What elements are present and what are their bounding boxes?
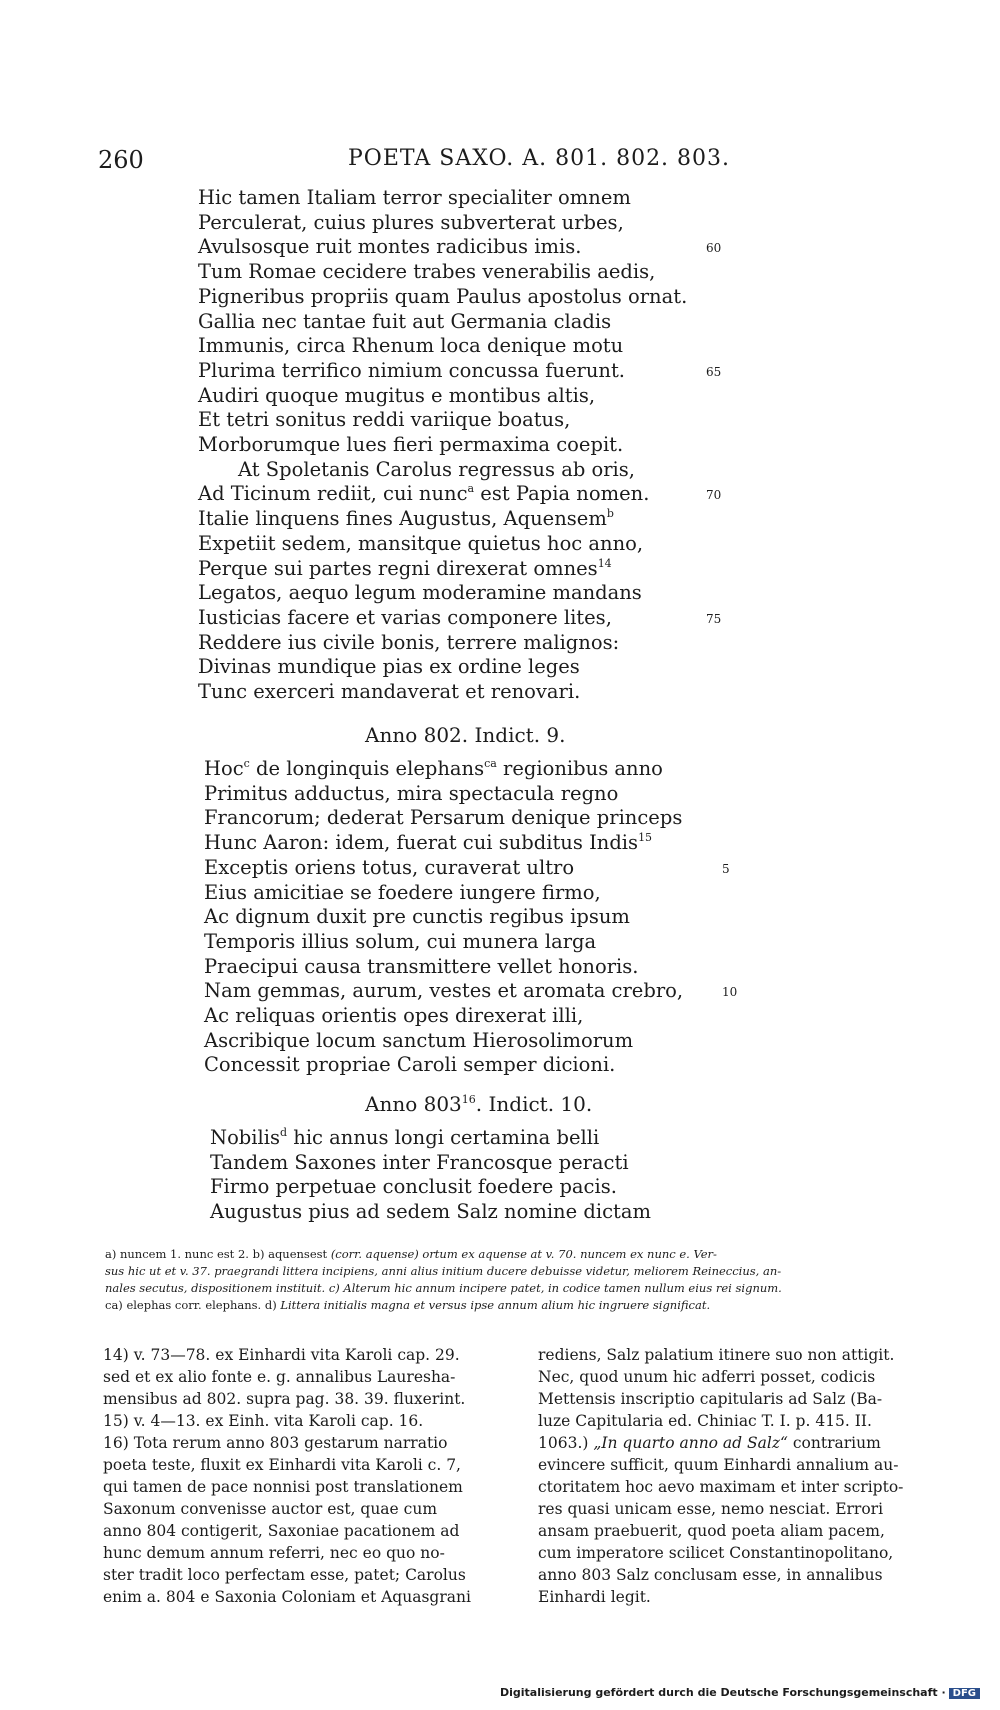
verse-text: Tandem Saxones inter Francosque peracti [210,1150,629,1174]
verse-text: Augustus pius ad sedem Salz nomine dictam [210,1200,651,1224]
verse-text: hic annus longi certamina belli [287,1126,600,1149]
footnote-line: 15) v. 4—13. ex Einh. vita Karoli cap. 16. [103,1412,424,1430]
verse-line [210,1151,629,1174]
verse-text: Concessit propriae Caroli semper dicioni. [204,1053,616,1077]
footnote-line: 14) v. 73—78. ex Einhardi vita Karoli cap. 29. [103,1346,460,1364]
verse-text: est Papia nomen. [474,482,650,506]
apparatus-line [105,1246,935,1263]
verse-text: Perculerat, cuius plures subverterat urbes, [198,210,624,234]
verse-text: Ascribique locum sanctum Hierosolimorum [204,1028,634,1052]
verse-line [198,235,581,258]
verse-line [198,631,619,654]
line-number: 60 [706,241,722,256]
verse-text: Hunc Aaron: idem, fuerat cui subditus Indis [204,831,639,855]
verse-text: Gallia nec tantae fuit aut Germania cladis [198,309,612,333]
verse-line [198,408,570,431]
footnote-line [538,1410,938,1432]
verse-text: Tum Romae cecidere trabes venerabilis aedis, [198,260,656,284]
verse-text: Hoc [204,757,244,780]
footnote-line: ster tradit loco perfectam esse, patet; Carolus [103,1566,466,1584]
note-marker: a [467,482,475,496]
line-number: 70 [706,488,722,503]
verse-text: Nobilis [210,1126,281,1149]
verse-line [204,881,601,904]
verse-text: Francorum; dederat Persarum denique princeps [204,806,683,830]
note-marker: b [606,507,614,521]
verse-line [204,905,630,928]
note-marker: c [243,757,250,770]
verse-text: Iusticias facere et varias componere lites, [198,605,612,629]
verse-line [198,186,631,209]
verse-line [198,557,612,580]
verse-line [198,606,612,629]
line-number: 65 [706,364,722,379]
verse-text: Primitus adductus, mira spectacula regno [204,781,619,805]
verse-line [204,856,574,879]
verse-text: Ac dignum duxit pre cunctis regibus ipsum [204,905,630,929]
apparatus-text: sus hic ut et v. 37. praegrandi littera incipiens, anni alius initium ducere debuisse videtur, meliorem Reineccius, an- [105,1264,782,1278]
verse-line [198,384,595,407]
footnote-text: anno 803 Salz conclusam esse, in annalibus [538,1566,883,1584]
footnote-line [538,1498,938,1520]
verse-text: Firmo perpetuae conclusit foedere pacis. [210,1175,617,1199]
apparatus-text: Littera initialis magna et versus ipse annum alium hic ingruere significat. [280,1298,711,1312]
footnote-line [538,1586,938,1608]
footnote-line [538,1344,938,1366]
verse-text: Temporis illius solum, cui munera larga [204,929,597,953]
verse-line [210,1175,617,1198]
apparatus-text: nales secutus, dispositionem instituit. c) Alterum hic annum incipere patet, in codice tamen nullum eius rei signum. [105,1281,782,1295]
footnote-line: hunc demum annum referri, nec eo quo no- [103,1544,445,1562]
line-number: 75 [706,611,722,626]
footnote-line: anno 804 contigerit, Saxoniae pacationem ad [103,1522,460,1540]
apparatus-line [105,1297,935,1314]
verse-text: Tunc exerceri mandaverat et renovari. [198,680,581,703]
footnote-line: poeta teste, fluxit ex Einhardi vita Karoli c. 7, [103,1456,461,1474]
footnote-text: Mettensis inscriptio capitularis ad Salz (Ba- [538,1390,883,1408]
note-marker: ca [484,757,497,770]
footnote-quote: „In quarto anno ad Salz“ [593,1434,788,1452]
footnote-line: 16) Tota rerum anno 803 gestarum narratio [103,1434,448,1452]
verse-text: Exceptis oriens totus, curaverat ultro [204,855,575,879]
verse-text: Praecipui causa transmittere vellet honoris. [204,954,639,978]
verse-line [204,1053,615,1076]
verse-text: Hic tamen Italiam terror specialiter omnem [198,186,631,209]
verse-text: Legatos, aequo legum moderamine mandans [198,581,642,605]
apparatus-line [105,1280,935,1297]
verse-text: Divinas mundique pias ex ordine leges [198,655,580,679]
footnote-text: Nec, quod unum hic adferri posset, codicis [538,1368,876,1386]
verse-text: Italie linquens fines Augustus, Aquensem [198,507,607,531]
page-number: 260 [98,146,144,174]
page-header [0,140,1000,176]
footnote-line [538,1476,938,1498]
verse-line [198,581,642,604]
apparatus-line [105,1263,935,1280]
year-heading-802: Anno 802. Indict. 9. [365,723,566,747]
note-marker: d [280,1126,288,1139]
verse-line [198,310,611,333]
line-number: 10 [722,985,738,1000]
verse-line [198,211,624,234]
apparatus-text: (corr. aquense) ortum ex aquense at v. 70. nuncem ex nunc e. Ver- [330,1247,717,1261]
footnote-line [538,1432,938,1454]
verse-text: Nam gemmas, aurum, vestes et aromata crebro, [204,979,684,1003]
verse-line [204,831,652,854]
note-marker: 14 [597,556,612,570]
verse-line [204,1029,633,1052]
footnote-line: sed et ex alio fonte e. g. annalibus Lauresha- [103,1368,456,1386]
verse-line [204,1004,583,1027]
footnote-line [538,1520,938,1542]
footnote-text: ctoritatem hoc aevo maximam et inter scripto- [538,1478,904,1496]
verse-text: Audiri quoque mugitus e montibus altis, [198,383,596,407]
verse-text: Plurima terrifico nimium concussa fuerunt. [198,358,626,382]
verse-line [198,285,687,308]
verse-line [198,507,614,530]
verse-line [204,955,639,978]
running-head: POETA SAXO. A. 801. 802. 803. [348,146,731,171]
footnote-text: contrarium [787,1434,881,1452]
verse-line [198,482,649,505]
verse-text: Perque sui partes regni direxerat omnes [198,556,598,580]
footnote-text: cum imperatore scilicet Constantinopolitano, [538,1544,894,1562]
footnotes-right-column [538,1344,938,1608]
verse-line [210,1126,599,1149]
year-heading-803: Anno $803^{16}$. Indict. 10. [365,1092,593,1116]
footnote-text: rediens, Salz palatium itinere suo non attigit. [538,1346,895,1364]
footnote-text: ansam praebuerit, quod poeta aliam pacem, [538,1522,885,1540]
footnote-text: 1063.) [538,1434,594,1452]
footnote-line [538,1542,938,1564]
footnote-line [538,1366,938,1388]
note-marker: 15 [638,831,653,845]
line-number: 5 [722,861,730,876]
verse-text: Morborumque lues fieri permaxima coepit. [198,433,624,456]
footnotes-left-column [103,1344,513,1608]
footnote-line: enim a. 804 e Saxonia Coloniam et Aquasgrani [103,1588,471,1606]
verse-text: Et tetri sonitus reddi variique boatus, [198,408,571,432]
critical-apparatus [105,1246,935,1314]
verse-line [198,655,580,678]
apparatus-text: a) nuncem 1. nunc est 2. b) aquensest [105,1247,331,1261]
verse-text: regionibus anno [496,757,663,780]
footnote-line [538,1454,938,1476]
footnote-text: Einhardi legit. [538,1588,651,1606]
verse-line [198,532,643,555]
verse-line [198,433,623,456]
verse-text: Ad Ticinum rediit, cui nunc [198,482,468,506]
verse-line [198,680,580,703]
verse-line [198,359,625,382]
verse-line [204,930,596,953]
verse-line [198,334,623,357]
apparatus-text: ca) elephas corr. elephans. d) [105,1298,281,1312]
verse-line [198,260,655,283]
verse-text: Reddere ius civile bonis, terrere malignos: [198,630,620,654]
verse-line [204,782,618,805]
verse-text: Ac reliquas orientis opes direxerat illi, [204,1004,584,1027]
footnote-line [538,1388,938,1410]
verse-line [238,458,635,481]
footnote-line: Saxonum convenisse auctor est, quae cum [103,1500,438,1518]
verse-text: At Spoletanis Carolus regressus ab oris, [238,457,635,481]
verse-line [204,806,682,829]
verse-text: Avulsosque ruit montes radicibus imis. [198,235,582,259]
verse-text: Pigneribus propriis quam Paulus apostolus ornat. [198,284,688,308]
verse-line [204,757,663,780]
verse-line [210,1200,651,1223]
verse-text: Immunis, circa Rhenum loca denique motu [198,334,624,358]
dfg-logo: DFG [949,1688,980,1699]
verse-text: Eius amicitiae se foedere iungere firmo, [204,880,601,904]
footnote-line: qui tamen de pace nonnisi post translationem [103,1478,463,1496]
footnote-line [538,1564,938,1586]
footer-credit: Digitalisierung gefördert durch die Deutsche Forschungsgemeinschaft · DFG [500,1686,980,1699]
verse-line [204,979,683,1002]
footnote-text: evincere sufficit, quum Einhardi annalium au- [538,1456,899,1474]
footnote-text: res quasi unicam esse, nemo nesciat. Errori [538,1500,884,1518]
verse-text: de longinquis elephans [249,757,485,780]
verse-text: Expetiit sedem, mansitque quietus hoc anno, [198,531,644,555]
footnote-text: luze Capitularia ed. Chiniac T. I. p. 415. II. [538,1412,872,1430]
footnote-line: mensibus ad 802. supra pag. 38. 39. fluxerint. [103,1390,466,1408]
